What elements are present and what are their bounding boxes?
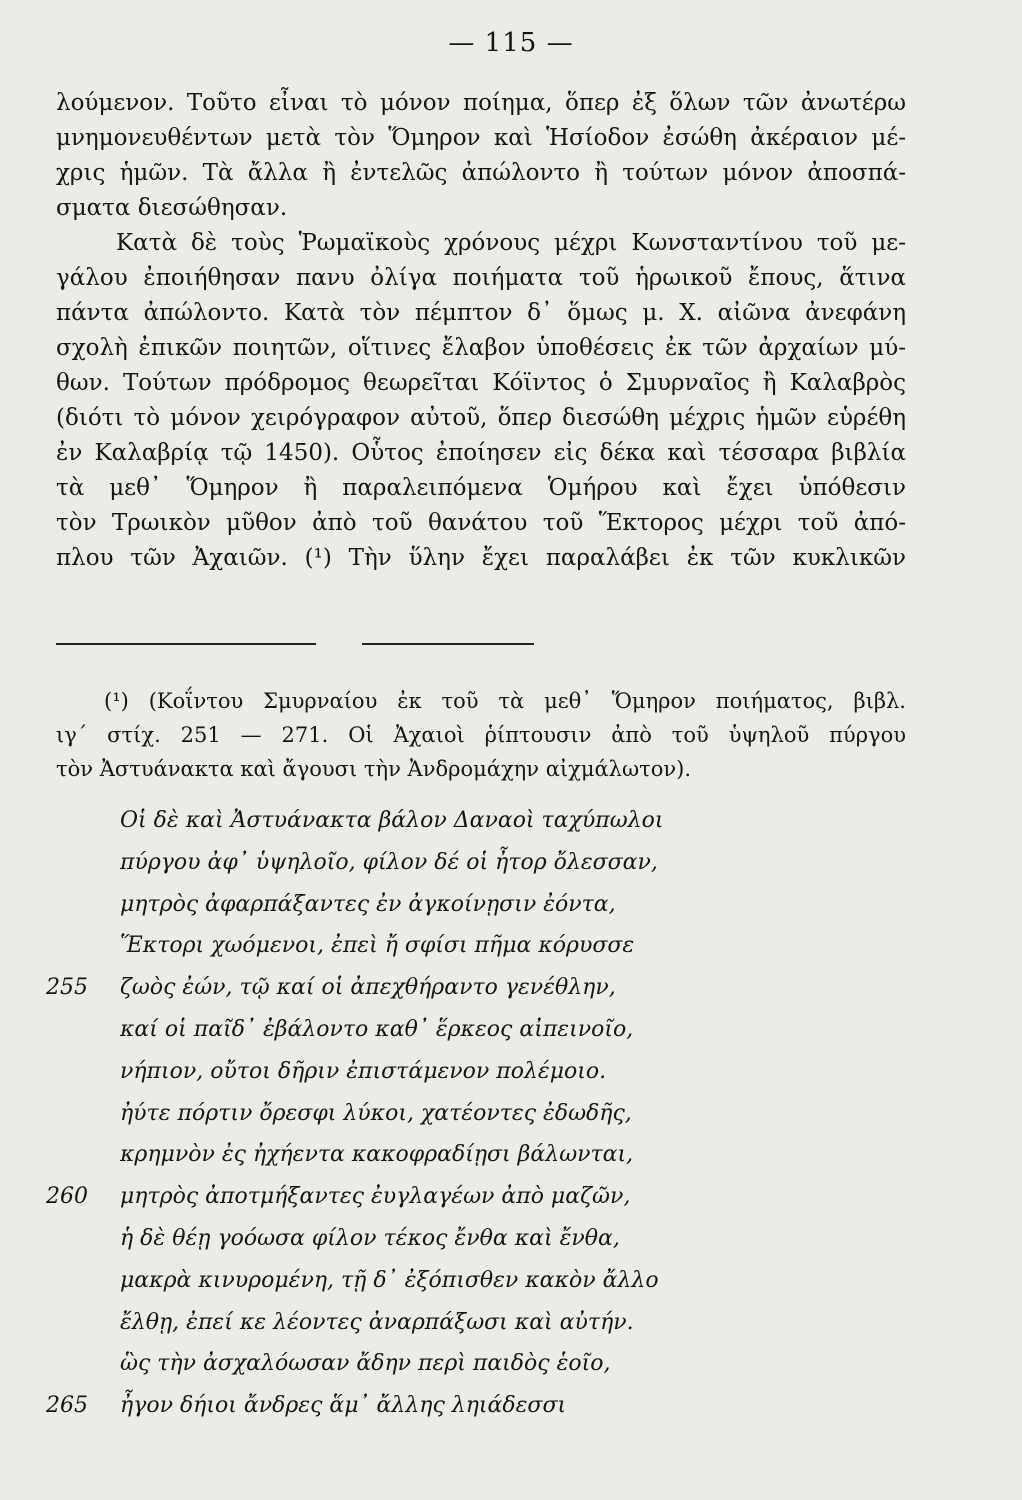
verse-number: 265 bbox=[46, 1393, 88, 1419]
body-line: λούμενον. Τοῦτο εἶναι τὸ μόνον ποίημα, ὅπερ ἐξ ὅλων τῶν ἀνωτέρω bbox=[56, 90, 906, 116]
body-line: μνημονευθέντων μετὰ τὸν Ὅμηρον καὶ Ἡσίοδον ἐσώθη ἀκέραιον μέ- bbox=[56, 125, 906, 151]
verse-text: ὣς τὴν ἀσχαλόωσαν ἄδην περὶ παιδὸς ἑοῖο, bbox=[120, 1351, 611, 1377]
verse-text: μητρὸς ἀποτμήξαντες ἐυγλαγέων ἀπὸ μαζῶν, bbox=[120, 1184, 631, 1210]
footnote-separator bbox=[362, 643, 534, 645]
footnote-line: (¹) (Κοΐντου Σμυρναίου ἐκ τοῦ τὰ μεθ᾽ Ὅμηρον ποιήματος, βιβλ. bbox=[104, 689, 906, 713]
verse-text: ἦγον δήιοι ἄνδρες ἅμ᾽ ἄλλης ληιάδεσσι bbox=[120, 1393, 567, 1419]
verse-number: 260 bbox=[46, 1184, 88, 1210]
verse-line bbox=[46, 1385, 926, 1427]
body-line: σχολὴ ἐπικῶν ποιητῶν, οἵτινες ἔλαβον ὑποθέσεις ἐκ τῶν ἀρχαίων μύ- bbox=[56, 335, 906, 361]
verse-line bbox=[46, 967, 926, 1009]
body-line: χρις ἡμῶν. Τὰ ἄλλα ἢ ἐντελῶς ἀπώλοντο ἢ τούτων μόνον ἀποσπά- bbox=[56, 160, 906, 186]
verse-line bbox=[46, 1009, 926, 1051]
footnote-separator bbox=[56, 643, 316, 645]
verse-line bbox=[46, 1302, 926, 1344]
verse-line bbox=[46, 1051, 926, 1093]
verse-line bbox=[46, 884, 926, 926]
verse-quotation bbox=[46, 800, 926, 1427]
footnote-line: ιγ΄ στίχ. 251 — 271. Οἱ Ἀχαιοὶ ῥίπτουσιν ἀπὸ τοῦ ὑψηλοῦ πύργου bbox=[56, 723, 906, 747]
footnote bbox=[56, 684, 906, 786]
body-line: τὰ μεθ᾽ Ὅμηρον ἢ παραλειπόμενα Ὁμήρου καὶ ἔχει ὑπόθεσιν bbox=[56, 475, 906, 501]
verse-line bbox=[46, 1218, 926, 1260]
verse-line bbox=[46, 800, 926, 842]
verse-text: μητρὸς ἀφαρπάξαντες ἐν ἀγκοίνῃσιν ἐόντα, bbox=[120, 891, 616, 917]
body-line: σματα διεσώθησαν. bbox=[56, 195, 288, 221]
page-number: — 115 — bbox=[448, 28, 574, 58]
verse-line bbox=[46, 1260, 926, 1302]
verse-line bbox=[46, 1176, 926, 1218]
verse-text: ἠύτε πόρτιν ὄρεσφι λύκοι, χατέοντες ἐδωδῆς, bbox=[120, 1100, 632, 1126]
verse-text: πύργου ἀφ᾽ ὑψηλοῖο, φίλον δέ οἱ ἦτορ ὄλεσσαν, bbox=[120, 849, 658, 875]
verse-text: νήπιον, οὔτοι δῆριν ἐπιστάμενον πολέμοιο. bbox=[120, 1058, 607, 1084]
verse-line bbox=[46, 842, 926, 884]
body-line: πάντα ἀπώλοντο. Κατὰ τὸν πέμπτον δ᾽ ὅμως μ. Χ. αἰῶνα ἀνεφάνη bbox=[56, 300, 906, 326]
verse-text: μακρὰ κινυρομένη, τῇ δ᾽ ἐξόπισθεν κακὸν ἄλλο bbox=[120, 1267, 659, 1293]
body-line: γάλου ἐποιήθησαν πανυ ὀλίγα ποιήματα τοῦ ἡρωικοῦ ἔπους, ἅτινα bbox=[56, 265, 906, 291]
verse-text: ἔλθῃ, ἐπεί κε λέοντες ἀναρπάξωσι καὶ αὐτήν. bbox=[120, 1309, 634, 1335]
verse-text: ἡ δὲ θέῃ γοόωσα φίλον τέκος ἔνθα καὶ ἔνθα, bbox=[120, 1225, 620, 1251]
verse-line bbox=[46, 1134, 926, 1176]
verse-line bbox=[46, 1093, 926, 1135]
verse-text: ζωὸς ἐών, τῷ καί οἱ ἀπεχθήραντο γενέθλην, bbox=[120, 975, 616, 1001]
body-line: τὸν Τρωικὸν μῦθον ἀπὸ τοῦ θανάτου τοῦ Ἕκτορος μέχρι τοῦ ἀπό- bbox=[56, 510, 906, 536]
verse-line bbox=[46, 925, 926, 967]
verse-text: Ἕκτορι χωόμενοι, ἐπεὶ ἤ σφίσι πῆμα κόρυσσε bbox=[120, 933, 635, 959]
body-line: θων. Τούτων πρόδρομος θεωρεῖται Κόϊντος ὁ Σμυρναῖος ἢ Καλαβρὸς bbox=[56, 370, 906, 396]
verse-number: 255 bbox=[46, 975, 88, 1001]
verse-text: κρημνὸν ἐς ἠχήεντα κακοφραδίῃσι βάλωνται, bbox=[120, 1142, 634, 1168]
verse-line bbox=[46, 1343, 926, 1385]
body-line: πλου τῶν Ἀχαιῶν. (¹) Τὴν ὕλην ἔχει παραλάβει ἐκ τῶν κυκλικῶν bbox=[56, 545, 906, 571]
body-line: Κατὰ δὲ τοὺς Ῥωμαϊκοὺς χρόνους μέχρι Κωνσταντίνου τοῦ με- bbox=[116, 230, 906, 256]
body-text bbox=[56, 86, 906, 576]
verse-text: καί οἱ παῖδ᾽ ἐβάλοντο καθ᾽ ἕρκεος αἰπεινοῖο, bbox=[120, 1016, 634, 1042]
verse-text: Οἱ δὲ καὶ Ἀστυάνακτα βάλον Δαναοὶ ταχύπωλοι bbox=[120, 808, 664, 833]
body-line: (διότι τὸ μόνον χειρόγραφον αὐτοῦ, ὅπερ διεσώθη μέχρις ἡμῶν εὑρέθη bbox=[56, 405, 906, 431]
footnote-line: τὸν Ἀστυάνακτα καὶ ἄγουσι τὴν Ἀνδρομάχην αἰχμάλωτον). bbox=[56, 757, 691, 781]
body-line: ἐν Καλαβρίᾳ τῷ 1450). Οὗτος ἐποίησεν εἰς δέκα καὶ τέσσαρα βιβλία bbox=[56, 440, 906, 466]
